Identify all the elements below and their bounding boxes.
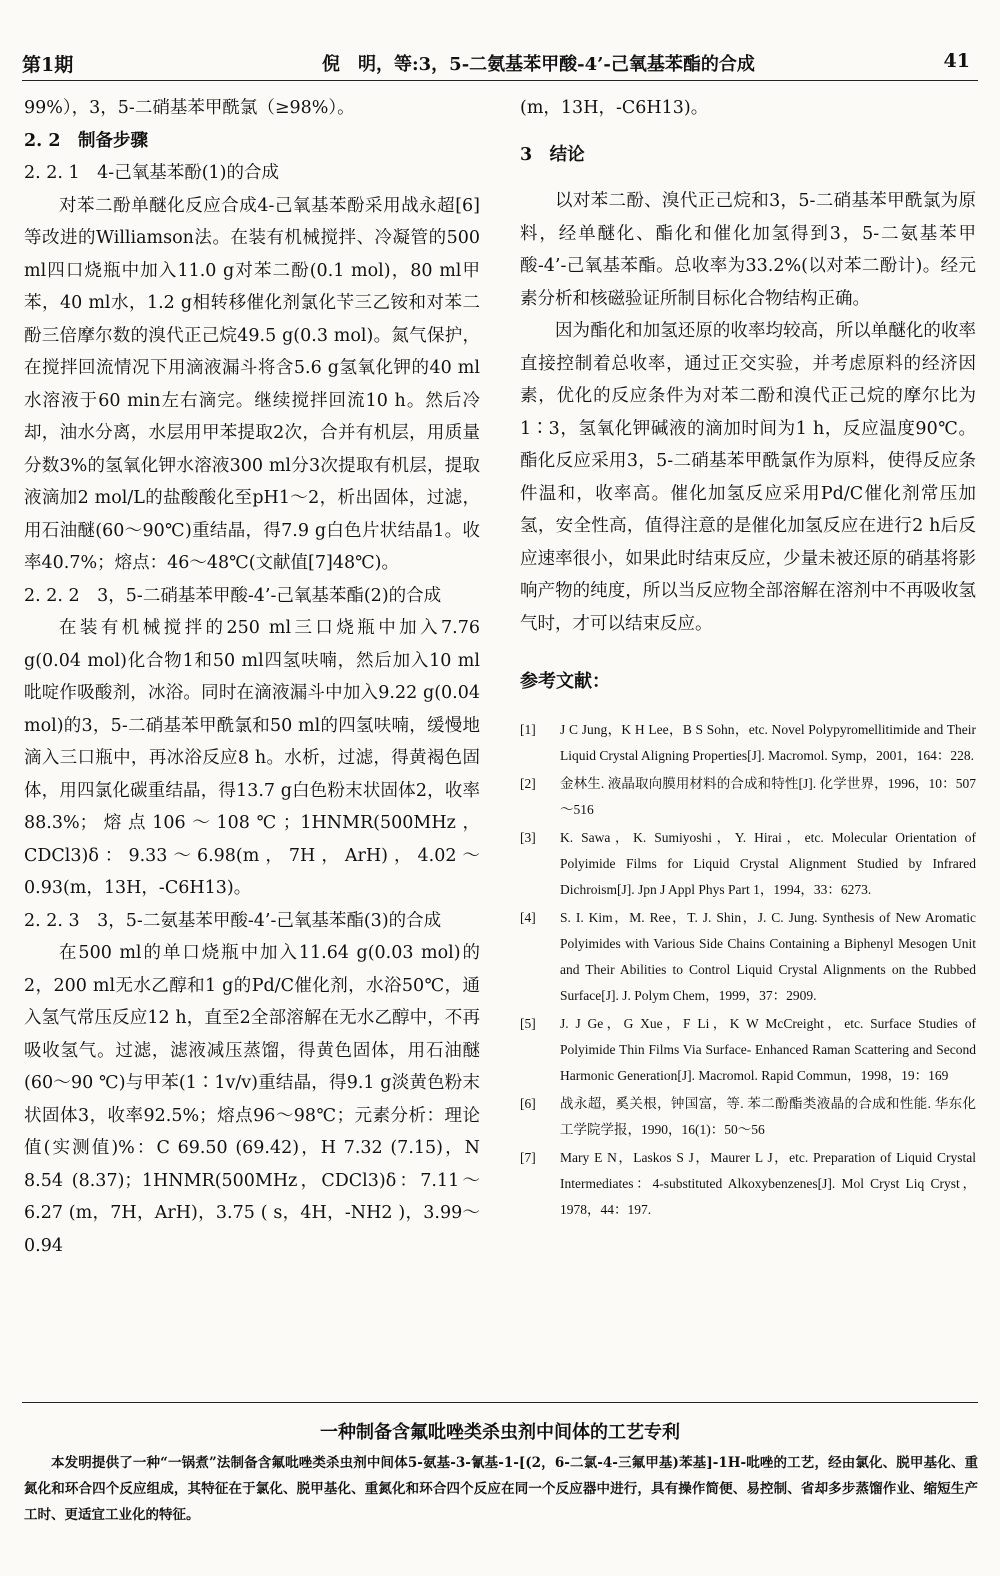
reference-item (520, 1011, 976, 1089)
patent-abstract: 本发明提供了一种“一锅煮”法制备含氟吡唑类杀虫剂中间体5-氨基-3-氰基-1-[(2，6-二氯-4-三氟甲基)苯基]-1H-吡唑的工艺，经由氯化、脱甲基化、重氮化和环合四个反应组成，其特征在于氯化、脱甲基化、重氮化和环合四个反应在同一个反应器中进行，具有操作简便、易控制、省却多步蒸馏作业、缩短生产工时、更适宜工业化的特征。 (24, 1455, 978, 1523)
paragraph: (m，13H，-C6H13)。 (520, 98, 709, 118)
reference-text: 战永超，奚关根，钟国富，等. 苯二酚酯类液晶的合成和性能. 华东化工学院学报，1990，16(1)：50～56 (560, 1095, 976, 1137)
paragraph: 因为酯化和加氢还原的收率均较高，所以单醚化的收率直接控制着总收率，通过正交实验，并考虑原料的经济因素，优化的反应条件为对苯二酚和溴代正己烷的摩尔比为1∶3，氢氧化钾碱液的滴加时间为1 h，反应温度90℃。酯化反应采用3，5-二硝基苯甲酰氯作为原料，使得反应条件温和，收率高。催化加氢反应采用Pd/C催化剂常压加氢，安全性高，值得注意的是催化加氢反应在进行2 h后反应速率很小，如果此时结束反应，少量未被还原的硝基将影响产物的纯度，所以当反应物全部溶解在溶剂中不再吸收氢气时，才可以结束反应。 (520, 321, 976, 634)
reference-item (520, 771, 976, 823)
right-column (520, 92, 976, 1225)
reference-number: [7] (520, 1149, 536, 1165)
references-heading: 参考文献： (520, 671, 610, 692)
reference-item (520, 825, 976, 903)
left-column (24, 92, 480, 1262)
reference-text: Mary E N，Laskos S J，Maurer L J，etc. Preparation of Liquid Crystal Intermediates：4-substituted Alkoxybenzenes[J]. Mol Cryst Liq Cryst，1978，44：197. (560, 1149, 976, 1217)
reference-item (520, 905, 976, 1009)
paragraph: 以对苯二酚、溴代正己烷和3，5-二硝基苯甲酰氯为原料，经单醚化、酯化和催化加氢得到3，5-二氨基苯甲酸-4’-己氧基苯酯。总收率为33.2%(以对苯二酚计)。经元素分析和核磁验证所制目标化合物结构正确。 (520, 191, 976, 309)
reference-text: J. J Ge，G Xue，F Li，K W McCreight，etc. Surface Studies of Polyimide Thin Films Via Surface- Enhanced Raman Scattering and Second Harmonic Generation[J]. Macromol. Rapid Commun，1998，19：169 (560, 1015, 976, 1083)
page-number: 41 (943, 50, 970, 72)
reference-number: [3] (520, 829, 536, 845)
running-title: 倪 明，等:3，5-二氨基苯甲酸-4’-己氧基苯酯的合成 (322, 54, 755, 75)
reference-text: 金林生. 液晶取向膜用材料的合成和特性[J]. 化学世界，1996，10：507～516 (560, 775, 976, 817)
reference-item (520, 717, 976, 769)
section-heading: 3 结论 (520, 144, 585, 165)
reference-item (520, 1145, 976, 1223)
reference-text: S. I. Kim，M. Ree，T. J. Shin，J. C. Jung. Synthesis of New Aromatic Polyimides with Various Side Chains Containing a Biphenyl Mesogen Unit and Their Abilities to Control Liquid Crystal Alignments on the Rubbed Surface[J]. J. Polym Chem，1999，37：2909. (560, 909, 976, 1003)
reference-text: J C Jung，K H Lee，B S Sohn，etc. Novel Polypyromellitimide and Their Liquid Crystal Aligning Properties[J]. Macromol. Symp，2001，164：228. (560, 721, 976, 763)
reference-text: K. Sawa，K. Sumiyoshi，Y. Hirai，etc. Molecular Orientation of Polyimide Films for Liquid Crystal Alignment Studied by Infrared Dichroism[J]. Jpn J Appl Phys Part 1，1994，33：6273. (560, 829, 976, 897)
section-heading: 2. 2 制备步骤 (24, 130, 149, 151)
paragraph: 99%），3，5-二硝基苯甲酰氯（≥98%）。 (24, 98, 355, 118)
reference-number: [2] (520, 775, 536, 791)
subsection-heading: 2. 2. 2 3，5-二硝基苯甲酸-4’-己氧基苯酯(2)的合成 (24, 585, 442, 606)
subsection-heading: 2. 2. 3 3，5-二氨基苯甲酸-4’-己氧基苯酯(3)的合成 (24, 910, 442, 931)
section-divider (22, 1402, 978, 1403)
reference-number: [5] (520, 1015, 536, 1031)
page-header (22, 44, 978, 78)
reference-list (520, 717, 976, 1223)
subsection-heading: 2. 2. 1 4-己氧基苯酚(1)的合成 (24, 163, 279, 183)
reference-item (520, 1091, 976, 1143)
patent-title: 一种制备含氟吡唑类杀虫剂中间体的工艺专利 (320, 1422, 680, 1443)
paragraph: 在500 ml的单口烧瓶中加入11.64 g(0.03 mol)的2，200 ml无水乙醇和1 g的Pd/C催化剂，水浴50℃，通入氢气常压反应12 h，直至2全部溶解在无水乙醇中，不再吸收氢气。过滤，滤液减压蒸馏，得黄色固体，用石油醚(60～90 ℃)与甲苯(1∶1v/v)重结晶，得9.1 g淡黄色粉末状固体3，收率92.5%；熔点96～98℃；元素分析：理论值(实测值)%：C 69.50 (69.42)，H 7.32 (7.15)，N 8.54 (8.37)；1HNMR(500MHz，CDCl3)δ：7.11～6.27 (m，7H，ArH)，3.75 ( s，4H，-NH2 )，3.99～0.94 (24, 943, 480, 1256)
paragraph: 对苯二酚单醚化反应合成4-己氧基苯酚采用战永超[6]等改进的Williamson法。在装有机械搅拌、冷凝管的500 ml四口烧瓶中加入11.0 g对苯二酚(0.1 mol)，80 ml甲苯，40 ml水，1.2 g相转移催化剂氯化苄三乙铵和对苯二酚三倍摩尔数的溴代正己烷49.5 g(0.3 mol)。氮气保护，在搅拌回流情况下用滴液漏斗将含5.6 g氢氧化钾的40 ml水溶液于60 min左右滴完。继续搅拌回流10 h。然后冷却，油水分离，水层用甲苯提取2次，合并有机层，用质量分数3%的氢氧化钾水溶液300 ml分3次提取有机层，提取液滴加2 mol/L的盐酸酸化至pH1～2，析出固体，过滤，用石油醚(60～90℃)重结晶，得7.9 g白色片状结晶1。收率40.7%；熔点：46～48℃(文献值[7]48℃)。 (24, 195, 480, 573)
header-rule (22, 80, 978, 81)
reference-number: [4] (520, 909, 536, 925)
paragraph: 在装有机械搅拌的250 ml三口烧瓶中加入7.76 g(0.04 mol)化合物1和50 ml四氢呋喃，然后加入10 ml吡啶作吸酸剂，冰浴。同时在滴液漏斗中加入9.22 g(0.04 mol)的3，5-二硝基苯甲酰氯和50 ml的四氢呋喃，缓慢地滴入三口瓶中，再冰浴反应8 h。水析，过滤，得黄褐色固体，用四氯化碳重结晶，得13.7 g白色粉末状固体2，收率88.3%；熔点106～108℃；1HNMR(500MHz，CDCl3)δ：9.33～6.98(m，7H，ArH)，4.02～0.93(m，13H，-C6H13)。 (24, 618, 480, 898)
reference-number: [1] (520, 721, 536, 737)
reference-number: [6] (520, 1095, 536, 1111)
issue-label: 第1期 (22, 54, 74, 76)
